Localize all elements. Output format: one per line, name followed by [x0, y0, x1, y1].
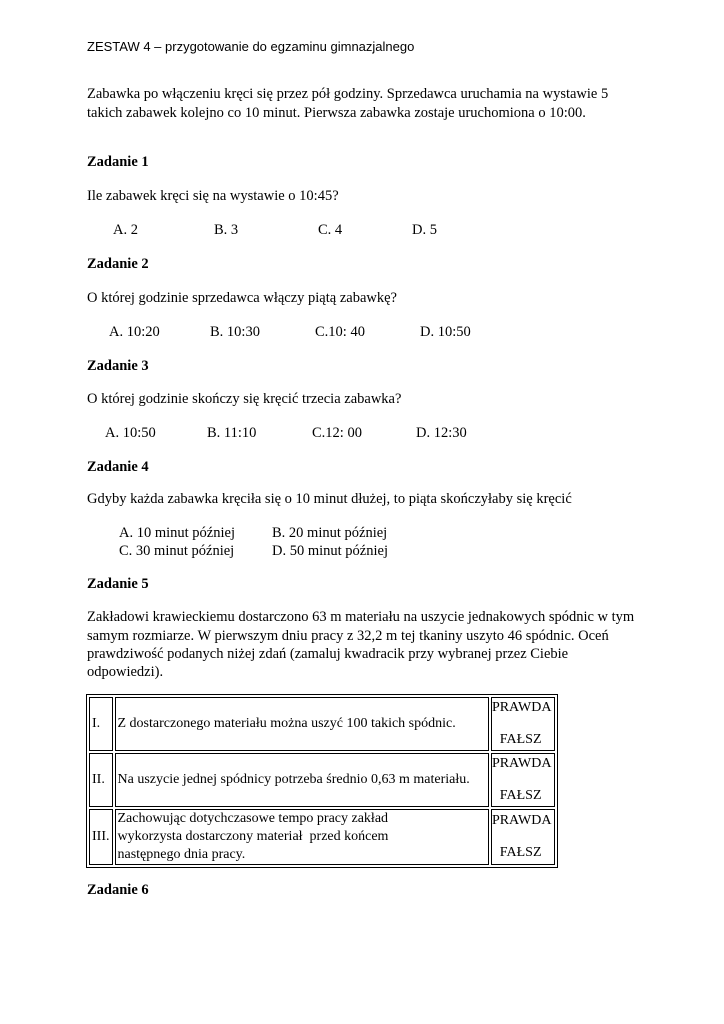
task-1-question: Ile zabawek kręci się na wystawie o 10:45? — [87, 188, 339, 204]
answer-cell — [491, 809, 555, 865]
table-row — [89, 809, 555, 865]
answer-cell — [491, 697, 555, 751]
statement-text-line: Zachowując dotychczasowe tempo pracy zakład — [117, 811, 389, 826]
statement-text-line: wykorzysta dostarczony materiał przed końcem — [117, 829, 389, 844]
page-header: ZESTAW 4 – przygotowanie do egzaminu gimnazjalnego — [87, 39, 415, 54]
false-option[interactable]: FAŁSZ — [499, 845, 542, 860]
statement-text-line: następnego dnia pracy. — [117, 847, 246, 862]
true-option[interactable]: PRAWDA — [491, 756, 552, 771]
row-number: III. — [89, 809, 113, 865]
task-2-title: Zadanie 2 — [87, 256, 149, 272]
task-2-option-c: C.10: 40 — [315, 324, 365, 340]
task-2-option-d: D. 10:50 — [420, 324, 471, 340]
task-3-question: O której godzinie skończy się kręcić trzecia zabawka? — [87, 391, 402, 407]
task-1-option-a: A. 2 — [113, 222, 138, 238]
task-2-option-b: B. 10:30 — [210, 324, 260, 340]
task-5-text-line-1: Zakładowi krawieckiemu dostarczono 63 m materiału na uszycie jednakowych spódnic w tym — [87, 609, 635, 625]
task-3-option-a: A. 10:50 — [105, 425, 156, 441]
task-4-question: Gdyby każda zabawka kręciła się o 10 minut dłużej, to piąta skończyłaby się kręcić — [87, 491, 572, 507]
task-1-title: Zadanie 1 — [87, 154, 149, 170]
task-1-option-d: D. 5 — [412, 222, 437, 238]
statement-text: Na uszycie jednej spódnicy potrzeba średnio 0,63 m materiału. — [117, 772, 470, 787]
task-5-text-line-3: prawdziwość podanych niżej zdań (zamaluj kwadracik przy wybranej przez Ciebie — [87, 646, 569, 662]
task-4-option-c: C. 30 minut później — [119, 543, 235, 559]
task-5-text-line-2: samym rozmiarze. W pierwszym dniu pracy z 32,2 m tej tkaniny uszyto 46 spódnic. Oceń — [87, 628, 609, 644]
statement-text: Z dostarczonego materiału można uszyć 100 takich spódnic. — [117, 716, 456, 731]
statement-cell — [115, 753, 489, 807]
task-5-title: Zadanie 5 — [87, 576, 149, 592]
task-2-question: O której godzinie sprzedawca włączy piątą zabawkę? — [87, 290, 397, 306]
task-1-option-c: C. 4 — [318, 222, 343, 238]
task-4-option-d: D. 50 minut później — [272, 543, 388, 559]
row-number: I. — [89, 697, 113, 751]
task-2-option-a: A. 10:20 — [109, 324, 160, 340]
task-1-option-b: B. 3 — [214, 222, 239, 238]
task-4-title: Zadanie 4 — [87, 459, 149, 475]
task-4-option-a: A. 10 minut później — [119, 525, 235, 541]
table-row — [89, 697, 555, 751]
task-3-option-c: C.12: 00 — [312, 425, 362, 441]
statement-cell — [115, 809, 489, 865]
intro-line-1: Zabawka po włączeniu kręci się przez pół godziny. Sprzedawca uruchamia na wystawie 5 — [87, 86, 609, 102]
statement-cell — [115, 697, 489, 751]
table-row — [89, 753, 555, 807]
task-6-title: Zadanie 6 — [87, 882, 149, 898]
false-option[interactable]: FAŁSZ — [499, 788, 542, 803]
false-option[interactable]: FAŁSZ — [499, 732, 542, 747]
answer-cell — [491, 753, 555, 807]
true-option[interactable]: PRAWDA — [491, 700, 552, 715]
true-option[interactable]: PRAWDA — [491, 813, 552, 828]
task-3-option-b: B. 11:10 — [207, 425, 257, 441]
intro-line-2: takich zabawek kolejno co 10 minut. Pierwsza zabawka zostaje uruchomiona o 10:00. — [87, 105, 586, 121]
task-5-text-line-4: odpowiedzi). — [87, 664, 164, 680]
true-false-table — [86, 694, 558, 868]
task-3-option-d: D. 12:30 — [416, 425, 467, 441]
task-3-title: Zadanie 3 — [87, 358, 149, 374]
row-number: II. — [89, 753, 113, 807]
task-4-option-b: B. 20 minut później — [272, 525, 388, 541]
